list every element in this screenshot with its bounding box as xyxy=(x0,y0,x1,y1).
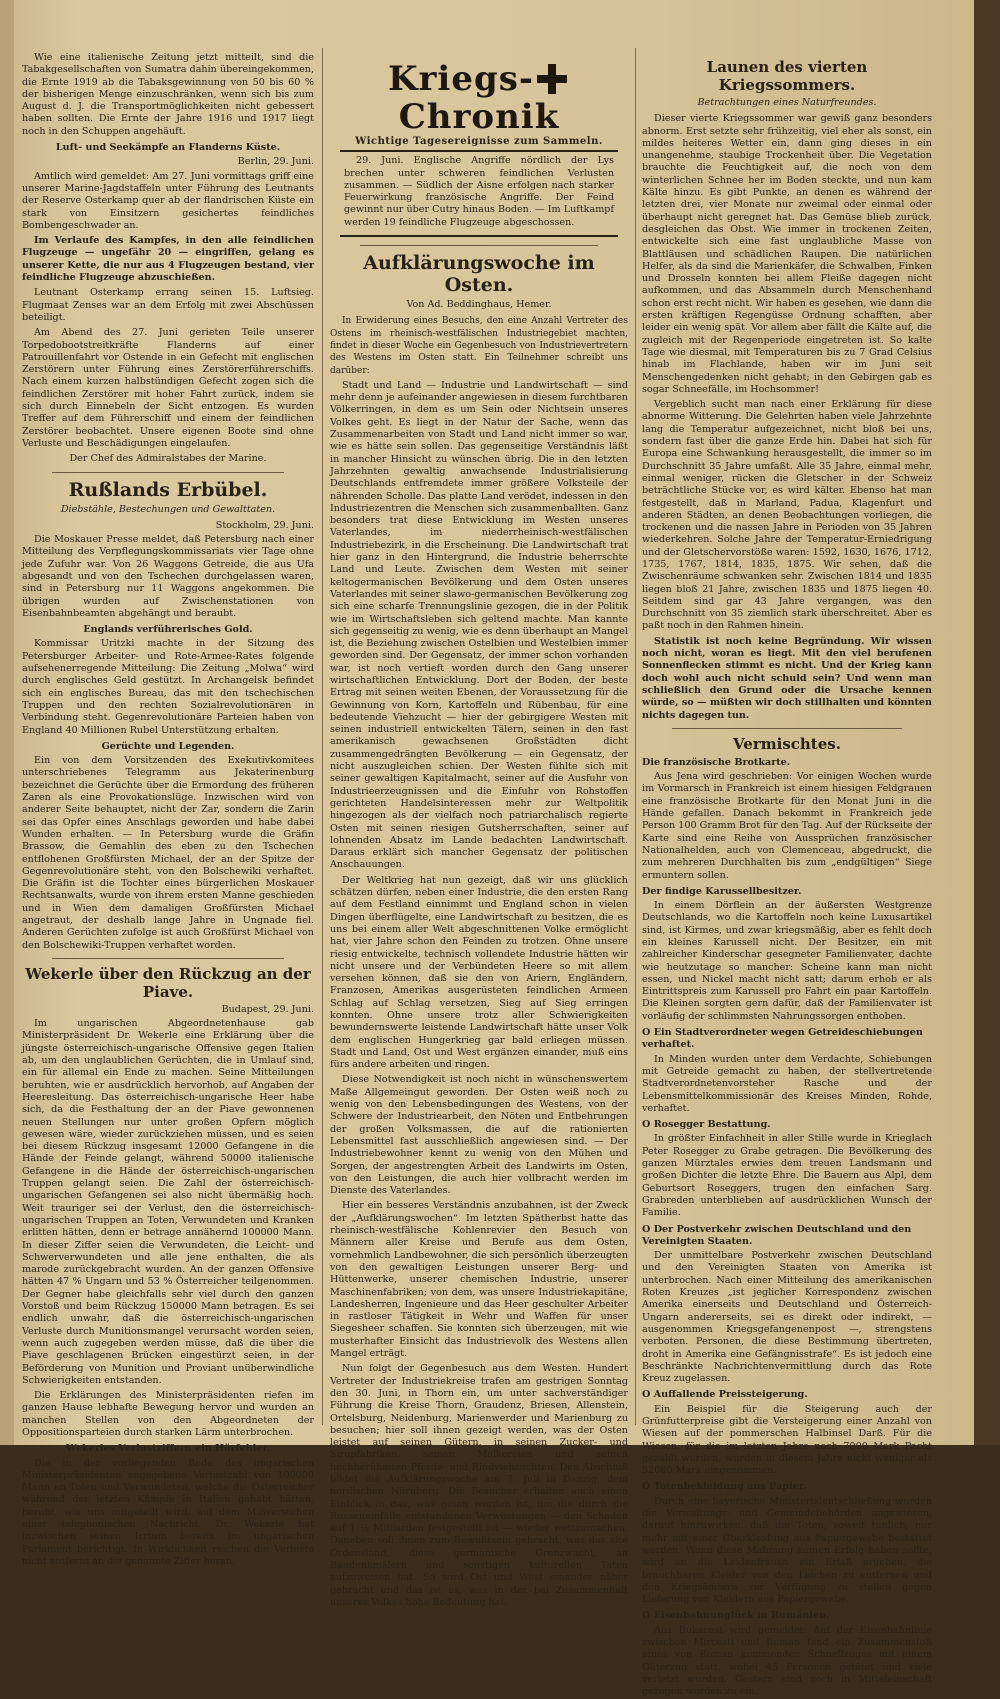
article-paragraph: Statistik ist noch keine Begründung. Wir wissen noch nicht, woran es liegt. Mit den viel berufenen Sonnenflecken stimmt es nicht. Und der Krieg kann doch wohl auch nicht schuld sein? Und wenn man schließlich den Grund oder die Ursache kennen würde, so — müßten wir doch stillhalten und könnten nichts dagegen tun. xyxy=(642,635,932,721)
article-paragraph: Ein Beispiel für die Steigerung auch der Grünfutterpreise gibt die Versteigerung einer Anzahl von Wiesen auf der pommerschen Halbinsel Darß. Für die Wiesen, für die im letzten Jahre noch 7000 Mark Pacht gezahlt wurden, wurden in diesem Jahre nicht weniger als 52080 Mark eingenommen. xyxy=(642,1403,932,1477)
article-paragraph: Kommissar Uritzki machte in der Sitzung des Petersburger Arbeiter- und Rote-Armee-Rates folgende aufsehenerregende Mitteilung: Die Zeitung „Molwa“ wird durch englisches Geld gestützt. In Archangelsk befindet sich ein englisches Bureau, das mit den tschechischen Truppen und den rechten Sozialrevolutionären in Verbindung steht. Gegenrevolutionäre Parteien haben von England 40 Millionen Rubel Unterstützung erhalten. xyxy=(22,638,314,736)
dateline: Budapest, 29. Juni. xyxy=(221,1003,314,1015)
section-heading: O Der Postverkehr zwischen Deutschland und den Vereinigten Staaten. xyxy=(642,1223,912,1247)
page-binding-edge xyxy=(0,0,14,1445)
section-heading: O Auffallende Preissteigerung. xyxy=(642,1389,808,1401)
article-paragraph: Die Erklärungen des Ministerpräsidenten riefen im ganzen Hause lebhafte Bewegung hervor und wurden an manchen Stellen von den Abgeordneten der Oppositionsparteien durch starken Lärm unterbrochen. xyxy=(22,1390,314,1438)
masthead-title-left: Kriegs- xyxy=(387,59,535,99)
article-paragraph: Nun folgt der Gegenbesuch aus dem Westen. Hundert Vertreter der Industriekreise trafen am gestrigen Sonntag den 30. Juni, in Thorn ein, um unter sachverständiger Führung die Kreise Thorn, Graudenz, Briesen, Allenstein, Ortelsburg, Neidenburg, Marienwerder und Marienburg zu besuchen; hier soll ihnen gezeigt werden, was der Osten leistet auf seinen Gütern, in seinen Zucker- und Sirupfabriken, seinen Molkereien und seinen hochberühmten Pferde- und Rindviehzuchten. Den Abschluß bildet die Aufklärungswoche am 7. Juli in Danzig, dem nordischen Nürnberg. Die Besucher erhalten auch einen Einblick in das, was getan worden ist, um die durch die Russeneinfälle entstandenen Verwüstungen — den Schaden auf 1 ½ Milliarden festgestellt ist — wieder wettzumachen. Daneben soll ihnen zum Bewußtsein gebracht, was das alte Ordensland, diese germanische Grenzwacht, an Baudenkmälern und sonstigen kulturellen Taten aufzuweisen hat. So wird Ost und West einander näher gebracht und das ist es, was in der bei Zusammenhalt unseres Volkes hohe Bedeutung hat. xyxy=(330,1363,628,1608)
kriegs-chronik-masthead xyxy=(330,60,628,148)
column-left xyxy=(22,52,314,1567)
dateline: Berlin, 29. Juni. xyxy=(237,156,314,168)
section-heading: Wekerles Verlustziffern ein Hörfehler. xyxy=(65,1443,271,1455)
article-paragraph: Am Abend des 27. Juni gerieten Teile unserer Torpedobootstreitkräfte Flanderns auf einer Patrouillenfahrt vor Ostende in ein Gefecht mit englischen Zerstörern unter Führung eines Zerstörerführerschiffs. Nach einem kurzen halbstündigen Gefecht zogen sich die feindlichen Zerstörer mit hoher Fahrt zurück, indem sie sich durch Einnebeln der Sicht entzogen. Es wurden Treffer auf dem Führerschiff und einem der feindlichen Zerstörer beobachtet. Unsere eigenen Boote sind ohne Verluste und Beschädigungen eingelaufen. xyxy=(22,327,314,449)
section-heading: O Ein Stadtverordneter wegen Getreideschiebungen verhaftet. xyxy=(642,1027,923,1051)
section-heading: Gerüchte und Legenden. xyxy=(101,740,235,752)
article-paragraph: Leutnant Osterkamp errang seinen 15. Luftsieg. Flugmaat Zenses war an dem Erfolg mit zwei Abschüssen beteiligt. xyxy=(22,287,314,323)
article-headline: Launen des vierten Kriegssommers. xyxy=(706,58,868,94)
article-headline: Wekerle über den Rückzug an der Piave. xyxy=(25,964,311,1001)
article-paragraph: In Minden wurden unter dem Verdachte, Schiebungen mit Getreide gemacht zu haben, der stellvertretende Stadtverordnetenvorsteher Rasche und der Lebensmittelkommissionär des Kreises Minden, Rohde, verhaftet. xyxy=(642,1053,932,1114)
section-heading: Englands verführerisches Gold. xyxy=(83,624,253,636)
section-heading: O Totenbekleidung aus Papier. xyxy=(642,1481,807,1493)
article-paragraph: Amtlich wird gemeldet: Am 27. Juni vormittags griff eine unserer Marine-Jagdstaffeln unter Führung des Leutnants der Reserve Osterkamp quer ab der flandrischen Küste ein stark von Einsitzern gesichertes feindliches Bombengeschwader an. xyxy=(22,170,314,231)
article-paragraph: Der Weltkrieg hat nun gezeigt, daß wir uns glücklich schätzen dürfen, neben einer Industrie, die den ersten Rang auf dem Festland einnimmt und England schon in vielen Dingen überflügelte, eine Landwirtschaft zu besitzen, die es uns bei einem aller Welt abgeschnittenen Volke ermöglicht hat, vier Jahre schon den Feinden zu trotzen. Ohne unsere riesig entwickelte, technisch vollendete Industrie hätten wir nicht unsere und der Verbündeten Heere so mit allem versehen können, daß sie den von Ariern, Engländern, Franzosen, Amerikas ausgerüsteten feindlichen Armeen Schlag auf Schlag versetzen, Sieg auf Sieg erringen konnten. Ohne unsere trotz aller Schwierigkeiten bewundernswerte leistende Landwirtschaft hätte unser Volk dem englischen Hungerkrieg gar bald erliegen müssen. Stadt und Land, Ost und West ergänzen einander, muß eins fürs andere arbeiten und ringen. xyxy=(330,874,628,1071)
article-paragraph: Aus Bukarest wird gemeldet: Auf der Eisenbahnlinie zwischen Mircesti und Roman fand ein Zusammenstoß eines von Roman kommenden Schnellzuges mit einem Güterzug statt, wobei 45 Personen getötet und viele verletzt wurden. Gestern sind noch in Mitteleinschaft gezogen worden zu ein. xyxy=(642,1624,932,1698)
article-paragraph: Der unmittelbare Postverkehr zwischen Deutschland und den Vereinigten Staaten von Amerika ist unterbrochen. Nach einer Mitteilung des amerikanischen Roten Kreuzes „ist jeglicher Korrespondenz zwischen Amerika einerseits und Deutschland und Österreich-Ungarn andererseits, sei es direkt oder indirekt, — ausgenommen Kriegsgefangenenpost —, strengstens verboten. Personen, die diese Bestimmung übertreten, droht in Amerika eine Gefängnisstrafe“. Es ist jedoch eine Beschränkte Nachrichtenvermittlung durch das Rote Kreuz zugelassen. xyxy=(642,1250,932,1385)
section-heading: O Eisenbahnunglück in Rumänien. xyxy=(642,1610,830,1622)
article-headline: Vermischtes. xyxy=(733,734,841,753)
article-headline: Aufklärungswoche im Osten. xyxy=(363,252,595,297)
article-paragraph: Im ungarischen Abgeordnetenhause gab Ministerpräsident Dr. Wekerle eine Erklärung über die jüngste österreichisch-ungarische Offensive gegen Italien ab, um den unglaublichen Gerüchten, die in Umlauf sind, ein für allemal ein Ende zu machen. Seine Mitteilungen beruhten, wie er ausdrücklich hervorhob, auf Angaben der Heeresleitung. Das österreichisch-ungarische Heer habe sich, da die Festhaltung der an der Piave gewonnenen neuen Stellungen nur unter großen Opfern möglich gewesen wäre, wieder zurückziehen müssen, und es seien bei diesem Rückzug insgesamt 12000 Gefangene in die Hände der Feinde gelangt, während 50000 italienische Gefangene in die Hände der österreichisch-ungarischen Truppen gelangt seien. Die Zahl der österreichisch-ungarischen Gefangenen sei also nicht übermäßig hoch. Weit trauriger sei der Verlust, den die österreichisch-ungarischen Truppen an Toten, Verwundeten und Kranken erlitten hätten, denn er betrage annähernd 100000 Mann. In dieser Ziffer seien die Verwundeten, die Leicht- und Schwerverwundeten und alle jene enthalten, die als marode zurückgebracht wurden. An der ganzen Offensive hätten 47 % Ungarn und 53 % Österreicher teilgenommen. Der Gegner habe gleichfalls sehr viel durch den ganzen Vorstoß und beim Rückzug 150000 Mann betragen. Es sei endlich unwahr, daß die österreichisch-ungarischen Verluste durch Munitionsmangel verursacht worden seien, wenn auch zugegeben werden müsse, daß die über die Piave geschlagenen Brücken eingestürzt seien, in der Beförderung von Munition und Proviant unüberwindliche Schwierigkeiten entstanden. xyxy=(22,1018,314,1386)
masthead-title-right: Chronik xyxy=(398,97,560,137)
column-right xyxy=(642,52,932,1698)
article-paragraph: Stadt und Land — Industrie und Landwirtschaft — sind mehr denn je aufeinander angewiesen in diesem furchtbaren Völkerringen, in dem es um Sein oder Nichtsein unseres Volkes geht. Es liegt in der Natur der Sache, wenn das Zusammenarbeiten von Stadt und Land nicht immer so war, wie es hätte sein sollen. Das gegenseitige Verständnis läßt in mancher Hinsicht zu wünschen übrig. Die in den letzten Jahrzehnten gewaltig anwachsende Industrialisierung Deutschlands entfremdete immer größere Volksteile der nährenden Scholle. Das platte Land verödet, indessen in den Industriezentren die Menschen sich zusammenballten. Ganz besonders trat diese Entwicklung im Westen unseres Vaterlandes, im niederrheinisch-westfälischen Industriebezirk, in die Erscheinung. Die Landwirtschaft trat hier ganz in den Hintergrund, die Industrie beherrschte Land und Leute. Zwischen dem Westen mit seiner keltogermanischen Bevölkerung und dem Osten unseres Vaterlandes mit seiner slawo-germanischen Bevölkerung zog sich eine scharfe Trennungslinie gezogen, die in der Politik wie im Wirtschaftsleben sich geltend machte. Man kannte sich gegenseitig zu wenig, wie es denn überhaupt an Mangel ist, die Beziehung zwischen Ostelbien und Westelbien immer geworden sind. Der Gegensatz, der immer schon vorhanden war, ist noch vertieft worden durch den Gang unserer wirtschaftlichen Entwicklung. Dort der Boden, der beste Ertrag mit seinen weiten Ebenen, der Voraussetzung für die Gewinnung von Korn, Kartoffeln und Rübenbau, für eine bedeutende Viehzucht — hier der gebirgigere Westen mit seinen industriell entwickelten Tälern, seinen in den fast amerikanisch gewachsenen Großstädten dicht zusammengedrängten Bevölkerung — ein Gegensatz, der nicht auszugleichen schien. Der Westen fühlte sich mit seiner gewaltigen Kapitalmacht, seiner auf die Ausfuhr von Industrieerzeugnissen und die Einfuhr von Rohstoffen gerichteten Handelsinteressen mehr zur Weltpolitik hingezogen als der vielfach noch patriarchalisch regierte Osten mit seinen riesigen Gutsherrschaften, seiner auf lohnenden Absatz im Lande bedachten Landwirtschaft. Daraus erklärt sich mancher Gegensatz der politischen Anschauungen. xyxy=(330,379,629,871)
article-paragraph: In Erwiderung eines Besuchs, den eine Anzahl Vertreter des Ostens im rheinisch-westfälischen Industriegebiet machten, findet in dieser Woche ein Gegenbesuch von Industrievertretern des Westens im Osten statt. Ein Teilnehmer schreibt uns darüber: xyxy=(330,316,628,376)
column-middle xyxy=(330,59,629,1608)
article-subheadline: Diebstähle, Bestechungen und Gewalttaten. xyxy=(60,503,276,515)
section-heading: Die französische Brotkarte. xyxy=(642,756,791,768)
article-paragraph: Aus Jena wird geschrieben: Vor einigen Wochen wurde im Vormarsch in Frankreich ist einem hiesigen Feldgrauen eine französische Brotkarte für den Monat Juni in die Hände gefallen. Danach bekommt in Frankreich jede Person 100 Gramm Brot für den Tag. Auf der Rückseite der Karte sind eine Reihe von Aussprüchen französischer Nationalhelden, auch von Clemenceau, abgedruckt, die zum mehreren Durchhalten bis zum „endgültigen“ Siege ermuntern sollen. xyxy=(642,771,932,881)
article-author: Von Ad. Beddinghaus, Hemer. xyxy=(406,299,552,311)
article-paragraph: Dieser vierte Kriegssommer war gewiß ganz besonders abnorm. Erst setzte sehr frühzeitig, viel eher als sonst, ein mildes heiteres Wetter ein, dann ging dieses in ein unangenehme, staubige Trockenheit über. Die Vegetation brauchte die Feuchtigkeit auf, die noch von dem winterlichen Schnee her im Boden steckte, und nun kam Kälte hinzu. Es gibt Punkte, an denen es während der letzten drei, vier Monate nur zweimal oder einmal oder überhaupt nicht geregnet hat. Das Gemüse blieb zurück, desgleichen das Obst. Wie immer in trockenen Zeiten, entwickelte sich eine fast unglaubliche Masse von Blattläusen und schädlichen Raupen. Die natürlichen Helfer, als da sind die Marienkäfer, die Schwalben, Finken und Drosseln konnten bei allem Fleiße dagegen nicht aufkommen, und das Absammeln durch Menschenhand schon erst recht nicht. Wir haben es gesehen, wie dann die ersten kräftigen Regengüsse Ordnung schafften, aber leider ein wenig spät. Vor allem aber fällt die Kälte auf, die zugleich mit der Regenperiode eingetreten ist. So kalte Tage wie diesmal, mit Temperaturen bis zu 7 Grad Celsius hinab im Flachlande, haben wir im Juni seit Menschengedenken nicht gehabt; in den Gebirgen gab es sogar Schneefälle, im Hochsommer! xyxy=(642,113,932,395)
dateline: Stockholm, 29. Juni. xyxy=(215,519,314,531)
section-heading: Der findige Karussellbesitzer. xyxy=(642,885,802,897)
article-paragraph: Wie eine italienische Zeitung jetzt mitteilt, sind die Tabakgesellschaften von Sumatra dahin übereingekommen, die Ernte 1919 ab die Tabaksgewinnung von 50 bis 60 % der bisherigen Menge einzuschränken, wenn sich bis zum August d. J. die Transportmöglichkeiten nicht gebessert haben sollten. Die Ernte der Jahre 1916 und 1917 liegt noch in den Schuppen angehäuft. xyxy=(22,52,314,137)
article-paragraph: Die Moskauer Presse meldet, daß Petersburg nach einer Mitteilung des Verpflegungskommissariats vier Tage ohne jede Zufuhr war. Von 26 Waggons Getreide, die aus Ufa abgesandt und von den Tschechen durchgelassen waren, sind in Petersburg nur 11 Waggons angekommen. Die übrigen wurden auf Zwischenstationen von Eisenbahnbeamten abgehängt und beraubt. xyxy=(22,534,314,619)
divider xyxy=(52,958,284,959)
chronicle-entry: 29. Juni. Englische Angriffe nördlich der Lys brechen unter schweren feindlichen Verlusten zusammen. — Südlich der Aisne erfolgen nach starker Feuerwirkung französische Angriffe. Der Feind gewinnt nur über Cutry hinaus Boden. — Im Luftkampf werden 19 feindliche Flugzeuge abgeschossen. xyxy=(344,155,614,228)
article-paragraph: In einem Dörflein an der äußersten Westgrenze Deutschlands, wo die Kartoffeln noch keine Luxusartikel sind, ist Kirmes, und zwar kriegsmäßig, aber es fehlt doch ein kleines Karussell nicht. Der Besitzer, ein mit zahlreicher Kinderschar gesegneter Familienvater, dachte wie heutzutage so mancher: Scheine kann man nicht essen, und Nickel macht nicht satt; darum erhob er als Eintrittspreis zum Karussell pro Fahrt ein paar Kartoffeln. Die Kleinen sorgten gern dafür, daß der Familienvater ist vorläufig der schlimmsten Nahrungssorgen enthoben. xyxy=(642,900,932,1022)
divider xyxy=(52,472,284,473)
chronicle-box xyxy=(340,150,618,237)
article-subheadline: Betrachtungen eines Naturfreundes. xyxy=(697,97,877,108)
column-rule xyxy=(322,48,323,1425)
article-paragraph: Die in der vorliegenden Rede des ungarischen Ministerpräsidenten angegebene Verlustzahl von 100000 Mann an Toten und Verwundeten, welche die Österreicher während der letzten Kämpfe in Italien gehabt hätten, beruht, wie uns mitgeteilt wird, auf dem Mißverstehen einer telephonischen Nachricht. Dr. Wekerle hat inzwischen seinen Irrtum bereits im ungarischen Parlament berichtigt. In Wirklichkeit reichen die Verluste nicht entfernt an die genannte Ziffer heran. xyxy=(22,1457,314,1567)
column-rule xyxy=(635,48,636,1425)
page-shadow-edge xyxy=(974,0,1000,1445)
masthead-subtitle: Wichtige Tagesereignisse zum Sammeln. xyxy=(355,136,603,147)
section-heading: O Rosegger Bestattung. xyxy=(642,1119,771,1131)
divider xyxy=(360,245,598,246)
article-paragraph: Durch eine bayerische Ministerialentschließung wurden die Verwaltungs- und Gemeindebehörden angewiesen, darauf hinzuwirken, daß die Toten, soweit tunlich, nur mehr mit einer Oberkleidung aus Papiergewebe bestattet werden. Wenn diese Mahnung keinen Erfolg haben sollte, wird an die Leidenfrauen ein Erlaß ergehen, die brauchbaren Kleider von den Leichen zu entfernen und den Kriegsämtern zur Verfügung zu stellen gegen Lieferung von Kleidern aus Papiergewebe. xyxy=(642,1495,932,1606)
iron-cross-icon xyxy=(537,64,567,94)
article-paragraph: Diese Notwendigkeit ist noch nicht in wünschenswertem Maße Allgemeingut geworden. Der Osten weiß noch zu wenig von den Lebensbedingungen des Westens, von der Schwere der Industriearbeit, den Nöten und Entbehrungen der großen Volksmassen, die auf die rationierten Lebensmittel fast ausschließlich angewiesen sind. — Der Industriebewohner kennt zu wenig von den Mühen und Sorgen, der angestrengten Arbeit des Landwirts im Osten, von den Leistungen, die auch hier vollbracht werden im Dienste des Vaterlandes. xyxy=(330,1074,628,1197)
signature: Der Chef des Admiralstabes der Marine. xyxy=(69,453,267,465)
article-paragraph: Ein von dem Vorsitzenden des Exekutivkomitees unterschriebenes Telegramm aus Jekaterinenburg bezeichnet die Gerüchte über die Ermordung des früheren Zaren als eine Provokationslüge. Inzwischen wird von anderer Seite behauptet, nicht der Zar, sondern die Zarin sei das Opfer eines Anschlags geworden und habe dabei Wunden erhalten. — In Petersburg wurde die Gräfin Brassow, die Gemahlin des eben zu den Tschechen entflohenen Großfürsten Michael, der an der Spitze der Gegenrevolutionäre steht, von den Bolschewiki verhaftet. Die Gräfin ist die Tochter eines bürgerlichen Moskauer Rechtsanwalts, wurde von ihrem ersten Manne geschieden und in Wien dem damaligen Großfürsten Michael angetraut, der deshalb lange Jahre in Ungnade fiel. Anderen Gerüchten zufolge ist auch Großfürst Michael von den Bolschewiki-Truppen verhaftet worden. xyxy=(22,755,314,951)
section-heading: Luft- und Seekämpfe an Flanderns Küste. xyxy=(55,142,281,154)
divider xyxy=(672,728,902,729)
article-headline: Rußlands Erbübel. xyxy=(68,478,268,501)
article-paragraph: Vergeblich sucht man nach einer Erklärung für diese abnorme Witterung. Die Gelehrten haben viele Jahrzehnte lang die Temperatur aufgezeichnet, nicht bloß bei uns, sondern fast über die ganze Erde hin. Dabei hat sich für Europa eine Schwankung herausgestellt, die immer so im Durchschnitt 35 Jahre umfaßt. Alle 35 Jahre, einmal mehr, einmal weniger, rücken die Gletscher in der Schweiz beträchtliche Stücke vor, es wird kälter. Ebenso hat man festgestellt, daß in Marland, Padua, Klagenfurt und anderen Städten, an denen Beobachtungen vorliegen, die trockenen und die nassen Jahre in Perioden von 35 Jahren wiederkehren. Solche Jahre der Temperatur-Erniedrigung und der Gletschervorstöße waren: 1592, 1630, 1676, 1712, 1735, 1767, 1814, 1835, 1875. Wir sehen, daß die Zwischenräume schwanken sehr. Zwischen 1814 und 1835 liegen bloß 21 Jahre, zwischen 1835 und 1875 liegen 40. Seitdem sind gar 43 Jahre vergangen, was den Durchschnitt von 35 ziemlich stark überschreitet. Aber es paßt noch in den Rahmen hinein. xyxy=(642,399,932,632)
article-paragraph: Hier ein besseres Verständnis anzubahnen, ist der Zweck der „Aufklärungswochen“. Im letzten Spätherbst hatte das rheinisch-westfälische Kohlenrevier den Besuch von Männern aller Kreise und Berufe aus dem Osten, vornehmlich Landbewohner, die sich persönlich überzeugten von den gewaltigen Leistungen unserer Berg- und Hüttenwerke, unserer chemischen Industrie, unserer Maschinenfabriken; von dem, was unsere Industriekapitäne, Landesherren, Ingenieure und das Heer geschulter Arbeiter in rastloser Tätigkeit in Wehr und Waffen für unser Siegesheer schaffen. Sie konnten sich überzeugen, mit wie musterhafter Einsicht das Industrievolk des Westens allen Mangel erträgt. xyxy=(330,1200,628,1360)
article-paragraph: Im Verlaufe des Kampfes, in den alle feindlichen Flugzeuge — ungefähr 20 — eingriffen, gelang es unserer Kette, die nur aus 4 Flugzeugen bestand, vier feindliche Flugzeuge abzuschießen. xyxy=(22,235,314,284)
article-paragraph: In größter Einfachheit in aller Stille wurde in Krieglach Peter Rosegger zu Grabe getragen. Die Bevölkerung des ganzen Mürztales erwies dem treuen Landsmann und großen Dichter die letzte Ehre. Die Bauern aus Alpl, dem Geburtsort Roseggers, trugen den einfachen Sarg. Grabreden unterblieben auf ausdrücklichen Wunsch der Familie. xyxy=(642,1133,932,1219)
